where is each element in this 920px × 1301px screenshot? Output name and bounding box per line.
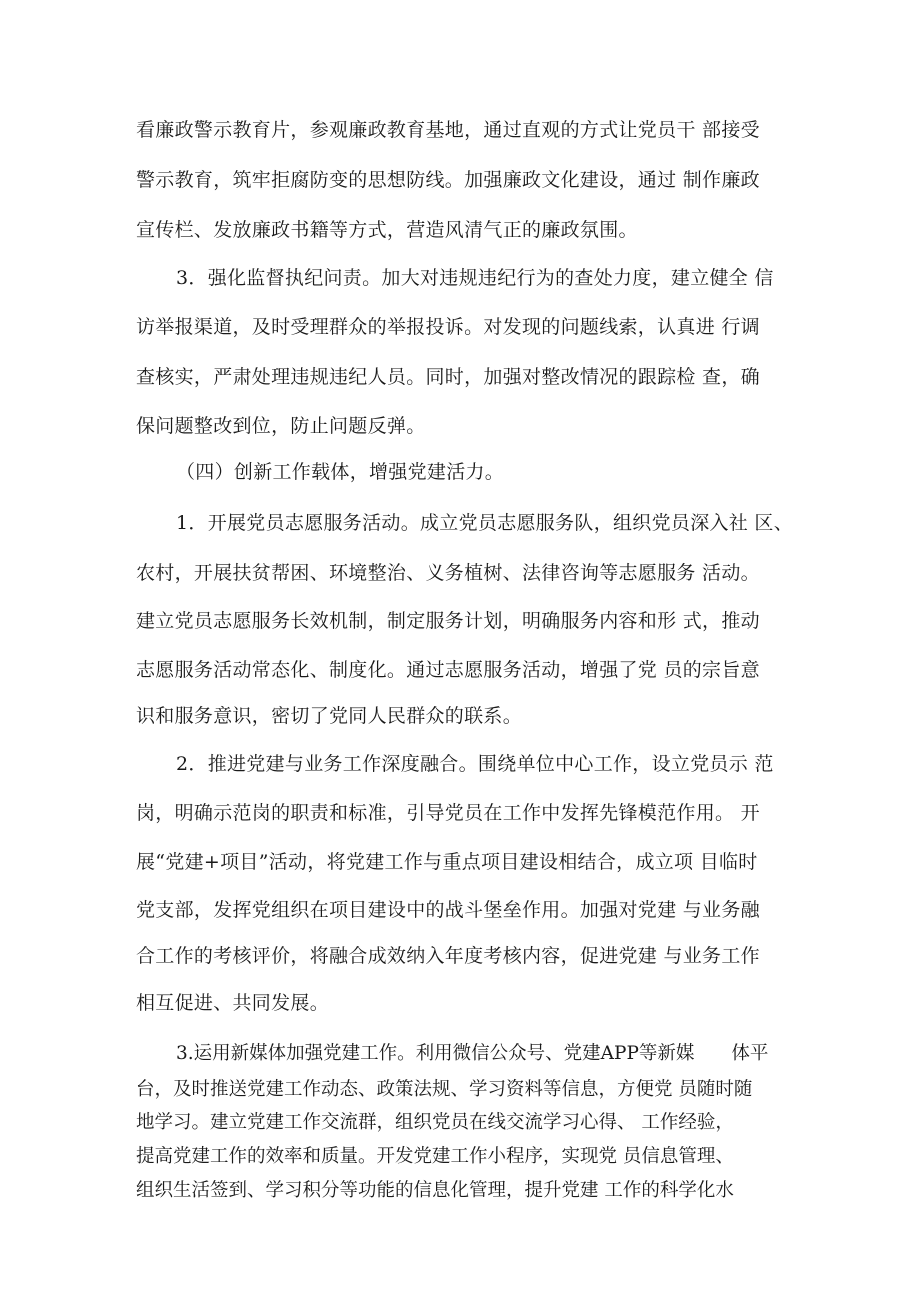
text-line: 岗，明确示范岗的职责和标准，引导党员在工作中发挥先锋模范作用。 开	[136, 802, 760, 824]
text-line: 党支部，发挥党组织在项目建设中的战斗堡垒作用。加强对党建 与业务融	[136, 899, 760, 921]
text-line: 2．推进党建与业务工作深度融合。围绕单位中心工作，设立党员示 范	[176, 753, 774, 775]
text-line: 警示教育，筑牢拒腐防变的思想防线。加强廉政文化建设，通过 制作廉政	[136, 169, 760, 191]
text-line: 宣传栏、发放廉政书籍等方式，营造风清气正的廉政氛围。	[136, 219, 638, 241]
text-line: 台，及时推送党建工作动态、政策法规、学习资料等信息，方便党 员随时随	[136, 1079, 753, 1100]
text-line: 3.运用新媒体加强党建工作。利用微信公众号、党建APP等新媒 体平	[176, 1043, 769, 1064]
text-line: 地学习。建立党建工作交流群，组织党员在线交流学习心得、 工作经验，	[136, 1112, 734, 1133]
text-line: 合工作的考核评价，将融合成效纳入年度考核内容，促进党建 与业务工作	[136, 945, 760, 967]
text-line: 农村，开展扶贫帮困、环境整治、义务植树、法律咨询等志愿服务 活动。	[136, 562, 760, 584]
text-line: 查核实，严肃处理违规违纪人员。同时，加强对整改情况的跟踪检 查，确	[136, 366, 760, 388]
text-line: 3．强化监督执纪问责。加大对违规违纪行为的查处力度，建立健全 信	[176, 267, 774, 289]
text-line: 保问题整改到位，防止问题反弹。	[136, 415, 426, 437]
text-line: 1．开展党员志愿服务活动。成立党员志愿服务队，组织党员深入社 区、	[176, 512, 794, 534]
text-line: 看廉政警示教育片，参观廉政教育基地，通过直观的方式让党员干 部接受	[136, 119, 760, 141]
text-line: 识和服务意识，密切了党同人民群众的联系。	[136, 705, 523, 727]
text-line: 建立党员志愿服务长效机制，制定服务计划，明确服务内容和形 式，推动	[136, 610, 760, 632]
text-line: 相互促进、共同发展。	[136, 992, 330, 1014]
text-line: 展“党建+项目”活动，将党建工作与重点项目建设相结合，成立项 目临时	[136, 851, 758, 873]
text-line: 志愿服务活动常态化、制度化。通过志愿服务活动，增强了党 员的宗旨意	[136, 659, 760, 681]
text-line: 提高党建工作的效率和质量。开发党建工作小程序，实现党 员信息管理、	[136, 1146, 734, 1167]
section-heading: （四）创新工作载体，增强党建活力。	[176, 461, 505, 483]
text-line: 组织生活签到、学习积分等功能的信息化管理，提升党建 工作的科学化水	[136, 1180, 734, 1201]
text-line: 访举报渠道，及时受理群众的举报投诉。对发现的问题线索，认真进 行调	[136, 316, 760, 338]
